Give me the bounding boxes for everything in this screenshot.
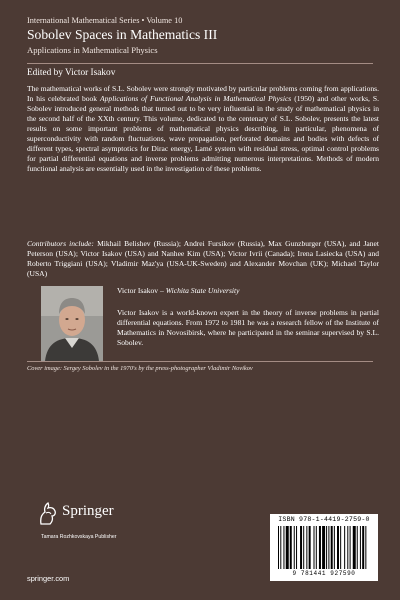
barcode-digits: 9 781441 927590 [292,570,356,577]
book-subtitle: Applications in Mathematical Physics [27,45,158,55]
springer-logo-block [36,500,156,548]
barcode [270,514,378,581]
divider [27,361,373,362]
description-paragraph [27,84,379,174]
cited-book-title: Applications of Functional Analysis in Mathematical Physics [100,93,292,103]
author-photo [41,286,103,361]
cover-credit: Cover image: Sergey Sobolev in the 1970's by the press-photographer Vladimir Novikov [27,365,253,372]
contributors-paragraph [27,239,379,279]
book-title: Sobolev Spaces in Mathematics III [27,27,218,42]
springer-horse-icon [36,500,60,526]
editor-line: Edited by Victor Isakov [27,68,116,78]
isbn-text: ISBN 978-1-4419-2759-0 [278,516,370,523]
description-part-2: (1950) and other works, S. Sobolev introduced general methods that turned out to be very influential in the study of mathematical physics in the second half of the XXth century. This volume, dedicated to the centenary of S.L. Sobolev, presents the latest results on some important problems of mathematical physics describing, in particular, phenomena of superconductivity with random fluctuations, wave propagation, perforated domains and bodies with defects of different types, spectral asymptotics for Dirac energy, Lamé system with residual stress, optimal control problems for partial differential equations and inverse problems admitting numerous interpretations. Methods of modern functional analysis are essentially used in the investigation of these problems. [27,93,379,173]
contributors-lead: Contributors include: [27,239,94,248]
imprint-name: Tamara Rozhkovskaya Publisher [41,534,117,540]
contributors-list: Mikhail Belishev (Russia); Andrei Fursikov (Russia), Max Gunzburger (USA), and Janet Peterson (USA); Victor Isakov (USA) and Nanhee Kim (USA); Victor Ivrii (Canada); Irena Lasiecka (USA) and Roberto Triggiani (USA); Vladimir Maz'ya (USA-UK-Sweden) and Alexander Movchan (UK); Michael Taylor (USA) [27,239,379,278]
author-affiliation: – Wichita State University [160,286,240,295]
description-part-1: The mathematical works of S.L. Sobolev were strongly motivated by particular problems coming from applications. In his celebrated book [27,84,379,103]
publisher-website: springer.com [27,574,70,583]
author-bio: Victor Isakov is a world-known expert in the theory of inverse problems in partial differential equations. From 1972 to 1981 he was a research fellow of the Institute of Mathematics in Novosibirsk, where he participated in the seminar supervised by S.L. Sobolev. [117,308,379,347]
series-line: International Mathematical Series • Volume 10 [27,16,183,25]
divider [27,63,373,64]
author-name: Victor Isakov [117,286,159,295]
barcode-bars [278,526,370,569]
publisher-name: Springer [62,503,114,519]
bio-heading [117,286,240,295]
